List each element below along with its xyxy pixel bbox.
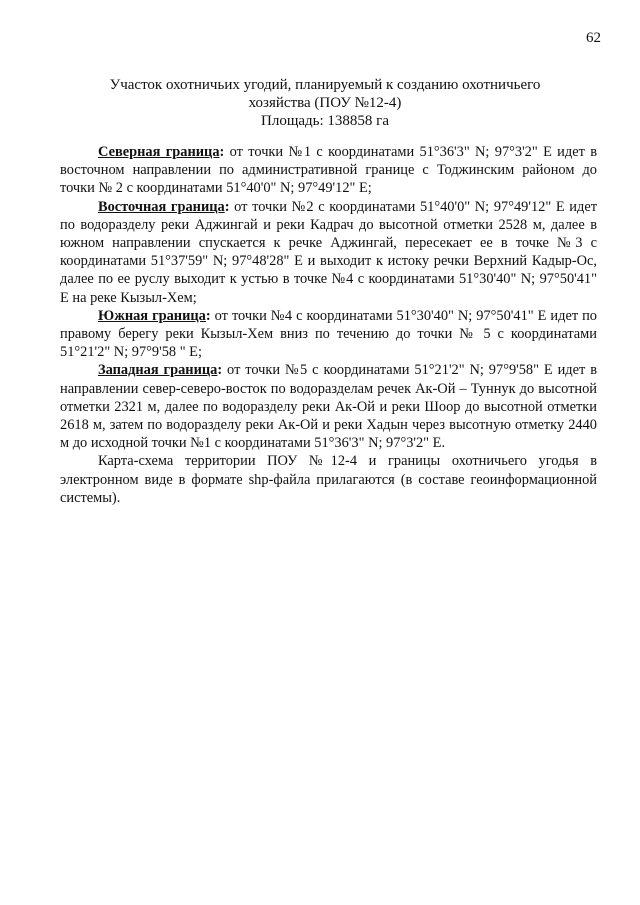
closing-paragraph: Карта-схема территории ПОУ №12-4 и границы охотничьего угодья в электронном виде в формате shp-файла прилагаются (в составе геоинформационной системы).	[60, 453, 597, 506]
north-boundary-text: от точки №1 с координатами 51°36'3" N; 97°3'2" E идет в восточном направлении по административной границе с Тоджинским районом до точки № 2 с координатами 51°40'0" N; 97°49'12" E;	[60, 144, 598, 197]
south-boundary-paragraph: Южная граница: от точки №4 с координатами 51°30'40" N; 97°50'41" E идет по правому берегу реки Кызыл-Хем вниз по течению до точки № 5 с координатами 51°21'2" N; 97°9'58 " E;	[60, 307, 597, 361]
heading-title: Участок охотничьих угодий, планируемый к созданию охотничьего	[109, 77, 541, 93]
heading-subtitle: хозяйства (ПОУ №12-4)	[248, 95, 402, 111]
south-boundary-label: Южная граница	[98, 307, 206, 324]
west-boundary-text: от точки №5 с координатами 51°21'2" N; 97°9'58" E идет в направлении север-северо-восток по водоразделам речек Ак-Ой – Туннук до высотной отметки 2321 м, далее по водоразделу реки Ак-Ой и реки Шоор до высотной отметки 2618 м, затем по водоразделу реки Ак-Ой и реки Хадын через высотную отметку 2440 м до исходной точки №1 с координатами 51°36'3" N; 97°3'2" E.	[60, 362, 597, 452]
page-number: 62	[586, 30, 601, 46]
west-boundary-label: Западная граница	[98, 362, 218, 379]
west-boundary-paragraph: Западная граница: от точки №5 с координатами 51°21'2" N; 97°9'58" E идет в направлении север-северо-восток по водоразделам речек Ак-Ой – Туннук до высотной отметки 2321 м, далее по водоразделу реки Ак-Ой и реки Шоор до высотной отметки 2618 м, затем по водоразделу реки Ак-Ой и реки Хадын через высотную отметку 2440 м до исходной точки №1 с координатами 51°36'3" N; 97°3'2" E.	[60, 362, 597, 452]
north-boundary-label: Северная граница	[98, 144, 220, 160]
east-boundary-label: Восточная граница	[98, 198, 225, 215]
north-boundary-paragraph: Северная граница: от точки №1 с координатами 51°36'3" N; 97°3'2" E идет в восточном направлении по административной границе с Тоджинским районом до точки № 2 с координатами 51°40'0" N; 97°49'12" E;	[60, 144, 598, 197]
east-boundary-paragraph: Восточная граница: от точки №2 с координатами 51°40'0" N; 97°49'12" E идет по водоразделу реки Аджингай и реки Кадрач до высотной отметки 2528 м, далее в южном направлении спускается к речке Аджингай, пересекает ее в точке №3 с координатами 51°37'59" N; 97°48'28" E и выходит к истоку речки Верхний Кадыр-Ос, далее по ее руслу выходит к устью в точке №4 с координатами 51°30'40" N; 97°50'41" E на реке Кызыл-Хем;	[60, 198, 597, 306]
document-heading	[60, 76, 590, 130]
boundary-description	[60, 143, 597, 507]
heading-area: Площадь: 138858 га	[261, 113, 389, 129]
south-boundary-text: от точки №4 с координатами 51°30'40" N; 97°50'41" E идет по правому берегу реки Кызыл-Хем вниз по течению до точки № 5 с координатами 51°21'2" N; 97°9'58 " E;	[60, 307, 597, 361]
east-boundary-text: от точки №2 с координатами 51°40'0" N; 97°49'12" E идет по водоразделу реки Аджингай и реки Кадрач до высотной отметки 2528 м, далее в южном направлении спускается к речке Аджингай, пересекает ее в точке №3 с координатами 51°37'59" N; 97°48'28" E и выходит к истоку речки Верхний Кадыр-Ос, далее по ее руслу выходит к устью в точке №4 с координатами 51°30'40" N; 97°50'41" E на реке Кызыл-Хем;	[60, 198, 597, 306]
